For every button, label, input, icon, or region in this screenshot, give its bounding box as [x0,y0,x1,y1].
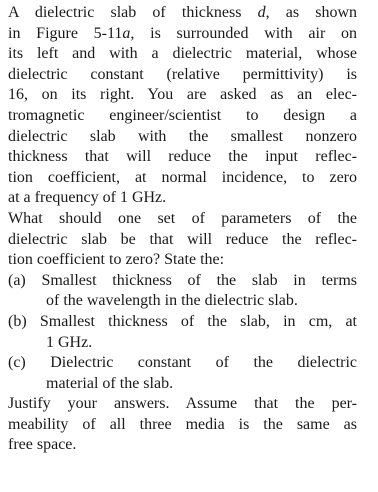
text-line: in Figure 5-11a, is surrounded with air on [8,24,357,42]
text-line: tromagnetic engineer/scientist to design a [8,106,357,124]
text-line: tion coefficient, at normal incidence, to zero [8,168,357,186]
question-line: 1 GHz. [46,333,93,351]
problem-paragraph-3 [8,394,357,456]
text-line: dielectric slab be that will reduce the reflec- [8,230,357,248]
question-line: (c) Dielectric constant of the dielectric [8,354,357,372]
question-item-b [8,312,357,353]
text-line: What should one set of parameters of the [8,209,357,227]
question-list [8,271,357,395]
question-item-a [8,271,357,312]
problem-paragraph-1 [8,3,357,209]
question-line: of the wavelength in the dielectric slab. [46,292,298,310]
question-line: material of the slab. [46,374,174,392]
text-line: tion coefficient to zero? State the: [8,251,225,269]
question-line: (b) Smallest thickness of the slab, in cm, at [8,312,357,330]
text-line: its left and with a dielectric material, whose [8,45,357,63]
question-line: (a) Smallest thickness of the slab in terms [8,271,357,289]
text-line: meability of all three media is the same as [8,415,357,433]
problem-paragraph-2 [8,209,357,271]
text-line: free space. [8,436,77,454]
text-line: dielectric slab with the smallest nonzero [8,127,357,145]
question-item-c [8,353,357,394]
text-line: Justify your answers. Assume that the per- [8,395,357,413]
text-line: dielectric constant (relative permittivity) is [8,65,357,83]
text-line: thickness that will reduce the input reflec- [8,148,357,166]
text-line: at a frequency of 1 GHz. [8,189,167,207]
text-line: 16, on its right. You are asked as an elec- [8,86,357,104]
text-line: A dielectric slab of thickness d, as shown [8,4,358,21]
